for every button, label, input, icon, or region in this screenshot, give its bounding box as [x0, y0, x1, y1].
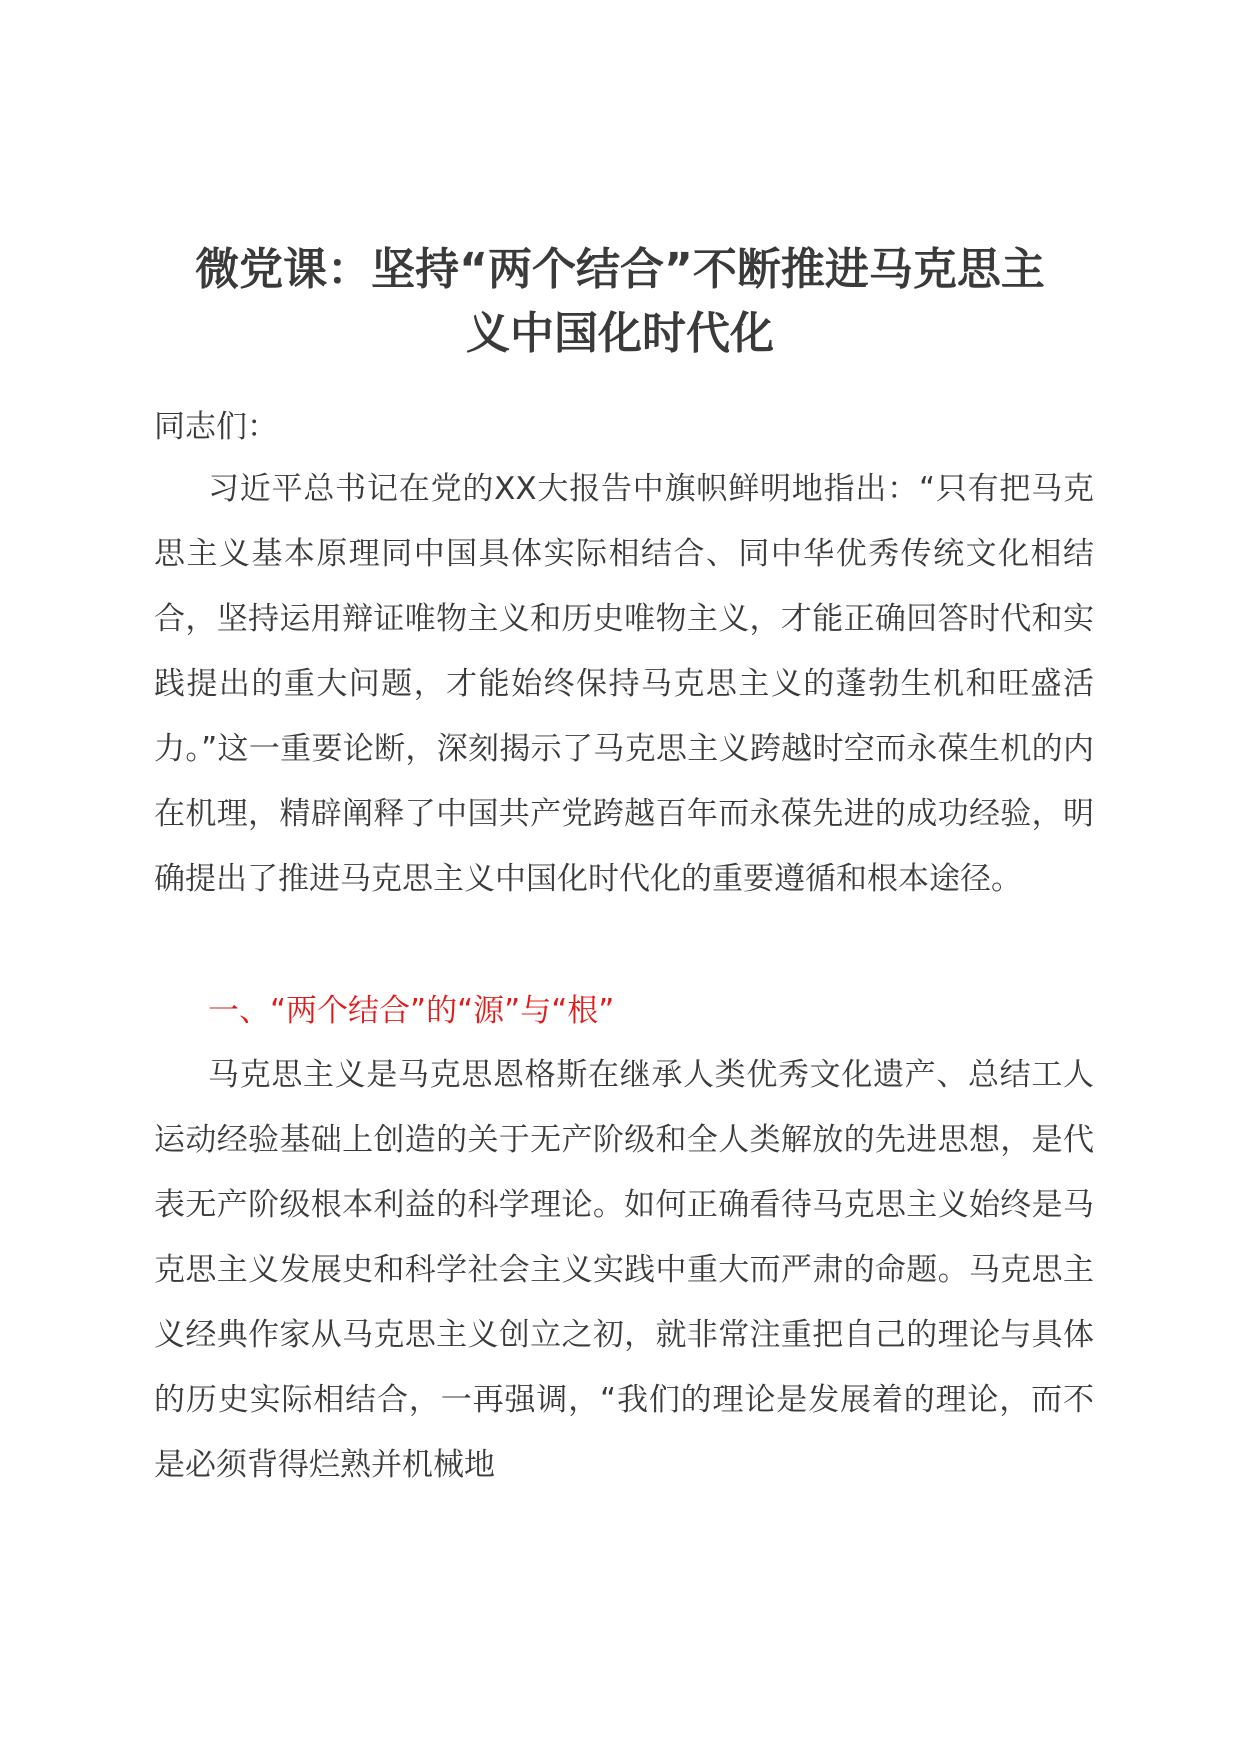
- paragraph-1: 习近平总书记在党的XX大报告中旗帜鲜明地指出：“只有把马克思主义基本原理同中国具体实际相结合、同中华优秀传统文化相结合，坚持运用辩证唯物主义和历史唯物主义，才能正确回答时代和实践提出的重大问题，才能始终保持马克思主义的蓬勃生机和旺盛活力。”这一重要论断，深刻揭示了马克思主义跨越时空而永葆生机的内在机理，精辟阐释了中国共产党跨越百年而永葆先进的成功经验，明确提出了推进马克思主义中国化时代化的重要遵循和根本途径。: [154, 471, 1094, 897]
- document-title-line-2: 义中国化时代化: [466, 308, 774, 359]
- salutation: 同志们：: [154, 409, 278, 445]
- paragraph-2: 马克思主义是马克思恩格斯在继承人类优秀文化遗产、总结工人运动经验基础上创造的关于无产阶级和全人类解放的先进思想，是代表无产阶级根本利益的科学理论。如何正确看待马克思主义始终是马克思主义发展史和科学社会主义实践中重大而严肃的命题。马克思主义经典作家从马克思主义创立之初，就非常注重把自己的理论与具体的历史实际相结合，一再强调，“我们的理论是发展着的理论，而不是必须背得烂熟并机械地: [154, 1057, 1094, 1483]
- document-title-line-1: 微党课：坚持“两个结合”不断推进马克思主: [195, 244, 1045, 295]
- section-1-heading: 一、“两个结合”的“源”与“根”: [208, 993, 615, 1029]
